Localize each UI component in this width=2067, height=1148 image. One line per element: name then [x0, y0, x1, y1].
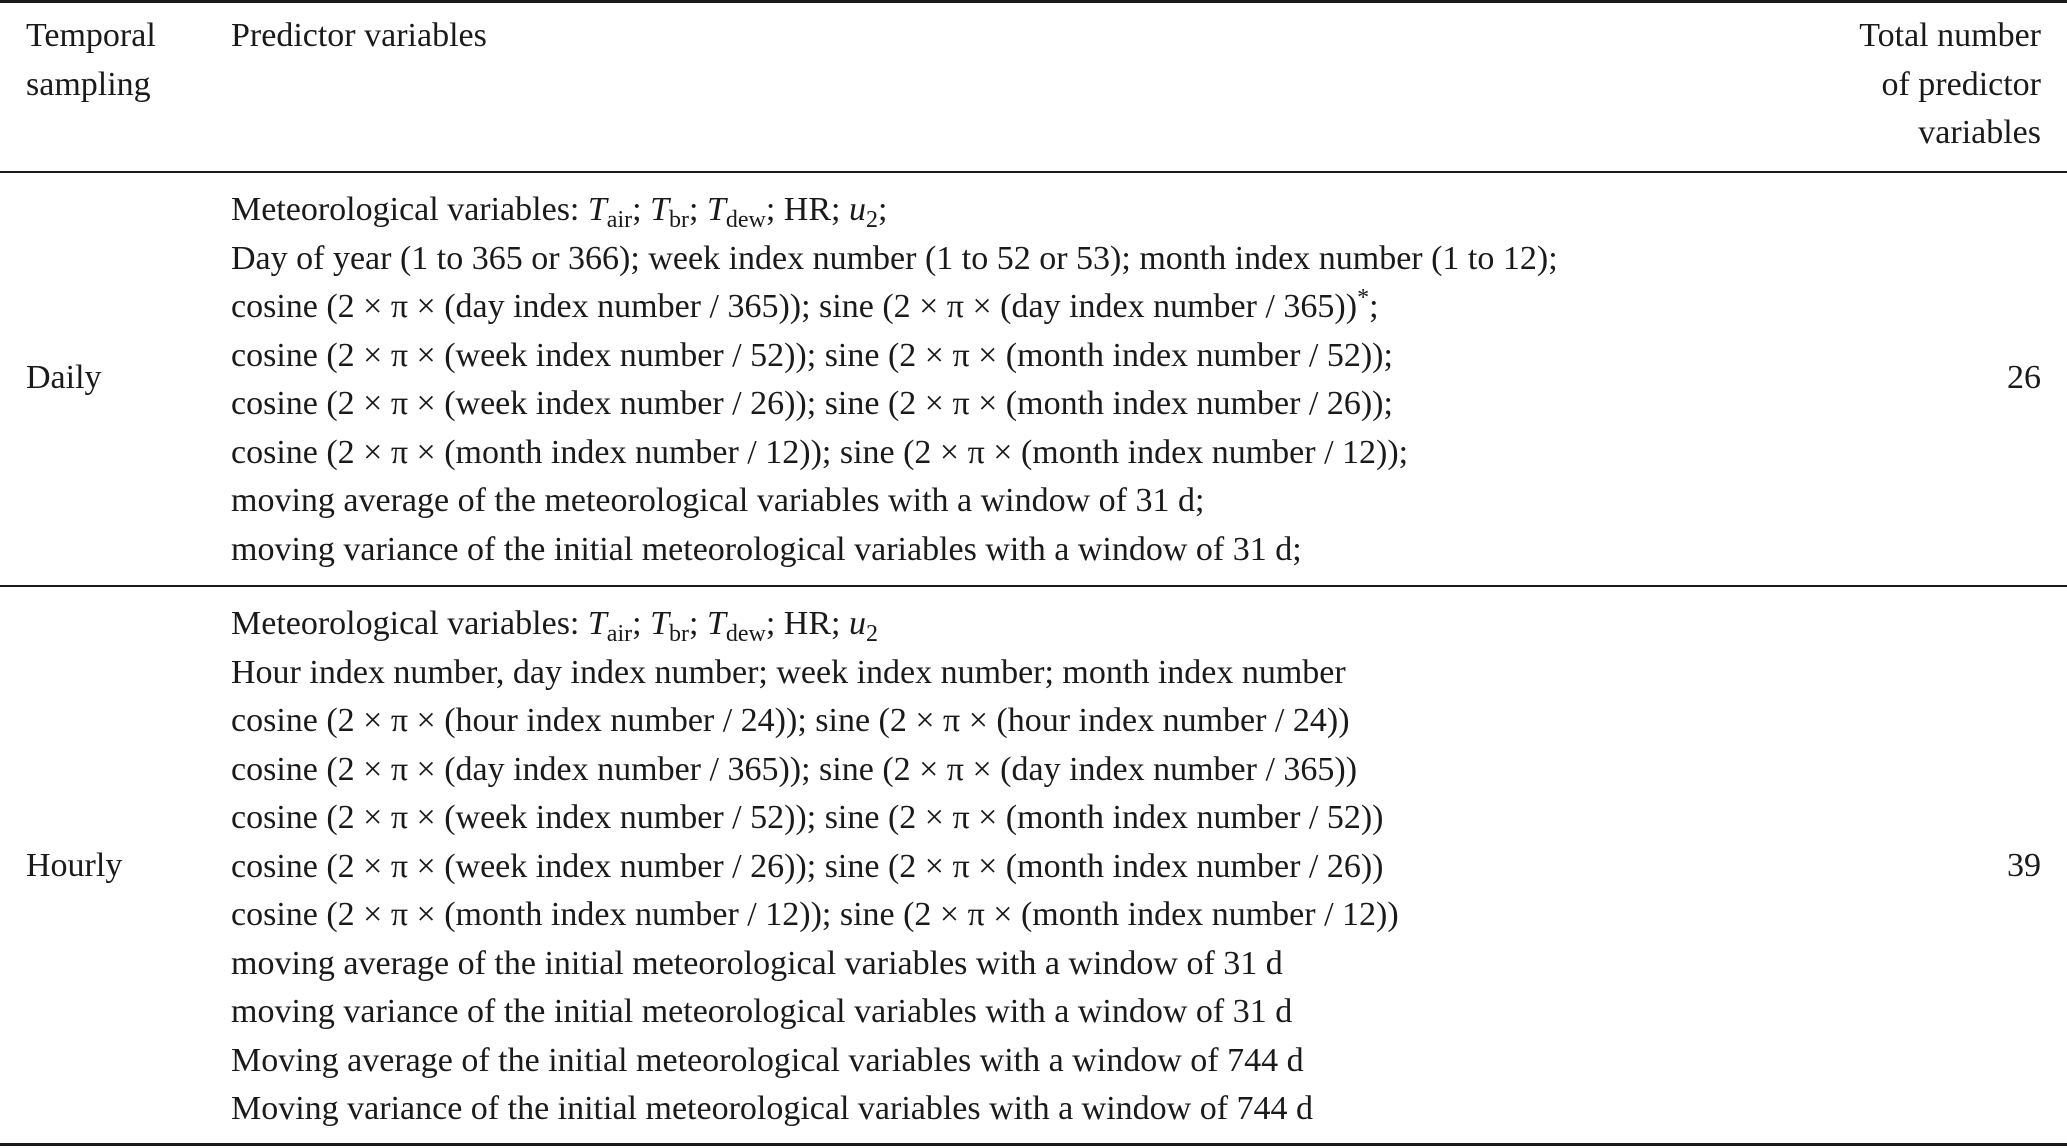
row-predictors-hourly	[231, 600, 1399, 1134]
row-total-hourly: 39	[2007, 847, 2041, 884]
row-separator-rule	[0, 585, 2067, 587]
row-label-hourly: Hourly	[26, 847, 123, 884]
daily-line: cosine (2 × π × (week index number / 26)); sine (2 × π × (month index number / 26));	[231, 385, 1393, 422]
top-rule	[0, 0, 2067, 3]
daily-line: moving average of the meteorological variables with a window of 31 d;	[231, 482, 1205, 519]
header-temporal-sampling	[26, 12, 156, 109]
hourly-line: Moving average of the initial meteorological variables with a window of 744 d	[231, 1041, 1304, 1079]
hourly-line: Moving variance of the initial meteorological variables with a window of 744 d	[231, 1090, 1314, 1127]
daily-line: cosine (2 × π × (month index number / 12)); sine (2 × π × (month index number / 12));	[231, 433, 1409, 471]
daily-line: Day of year (1 to 365 or 366); week index number (1 to 52 or 53); month index number (1 to 12);	[231, 239, 1558, 277]
row-predictors-daily	[231, 186, 1558, 574]
daily-line: cosine (2 × π × (day index number / 365)); sine (2 × π × (day index number / 365))*;	[231, 285, 1379, 325]
hourly-line: cosine (2 × π × (week index number / 52)); sine (2 × π × (month index number / 52))	[231, 799, 1384, 836]
header-predictor-variables	[231, 12, 487, 61]
header-rule	[0, 171, 2067, 173]
hourly-line: cosine (2 × π × (month index number / 12)); sine (2 × π × (month index number / 12))	[231, 896, 1399, 933]
hourly-line: Hour index number, day index number; week index number; month index number	[231, 653, 1346, 691]
hourly-met-line: Meteorological variables: $T_{air}$; $T_{br}$; $T_{dew}$; HR; $u_2$	[231, 605, 878, 647]
daily-line: moving variance of the initial meteorological variables with a window of 31 d;	[231, 530, 1302, 568]
bottom-rule	[0, 1143, 2067, 1146]
header-sampling-line: sampling	[26, 65, 151, 103]
header-predictors-text: Predictor variables	[231, 17, 487, 54]
header-sampling-line: Temporal	[26, 17, 156, 54]
header-total-line: variables	[1918, 114, 2041, 151]
header-total-number	[1859, 12, 2041, 158]
daily-line: cosine (2 × π × (week index number / 52)); sine (2 × π × (month index number / 52));	[231, 336, 1393, 374]
row-label-daily: Daily	[26, 359, 102, 396]
header-total-line: Total number	[1859, 17, 2041, 54]
hourly-line: cosine (2 × π × (week index number / 26)); sine (2 × π × (month index number / 26))	[231, 847, 1384, 885]
hourly-line: moving average of the initial meteorological variables with a window of 31 d	[231, 944, 1283, 982]
row-total-daily: 26	[2007, 359, 2041, 396]
hourly-line: cosine (2 × π × (hour index number / 24)); sine (2 × π × (hour index number / 24))	[231, 702, 1350, 739]
daily-met-line: Meteorological variables: $T_{air}$; $T_{br}$; $T_{dew}$; HR; $u_2$;	[231, 191, 888, 233]
hourly-line: moving variance of the initial meteorological variables with a window of 31 d	[231, 993, 1293, 1030]
header-total-line: of predictor	[1881, 65, 2041, 103]
hourly-line: cosine (2 × π × (day index number / 365)); sine (2 × π × (day index number / 365))	[231, 750, 1358, 788]
